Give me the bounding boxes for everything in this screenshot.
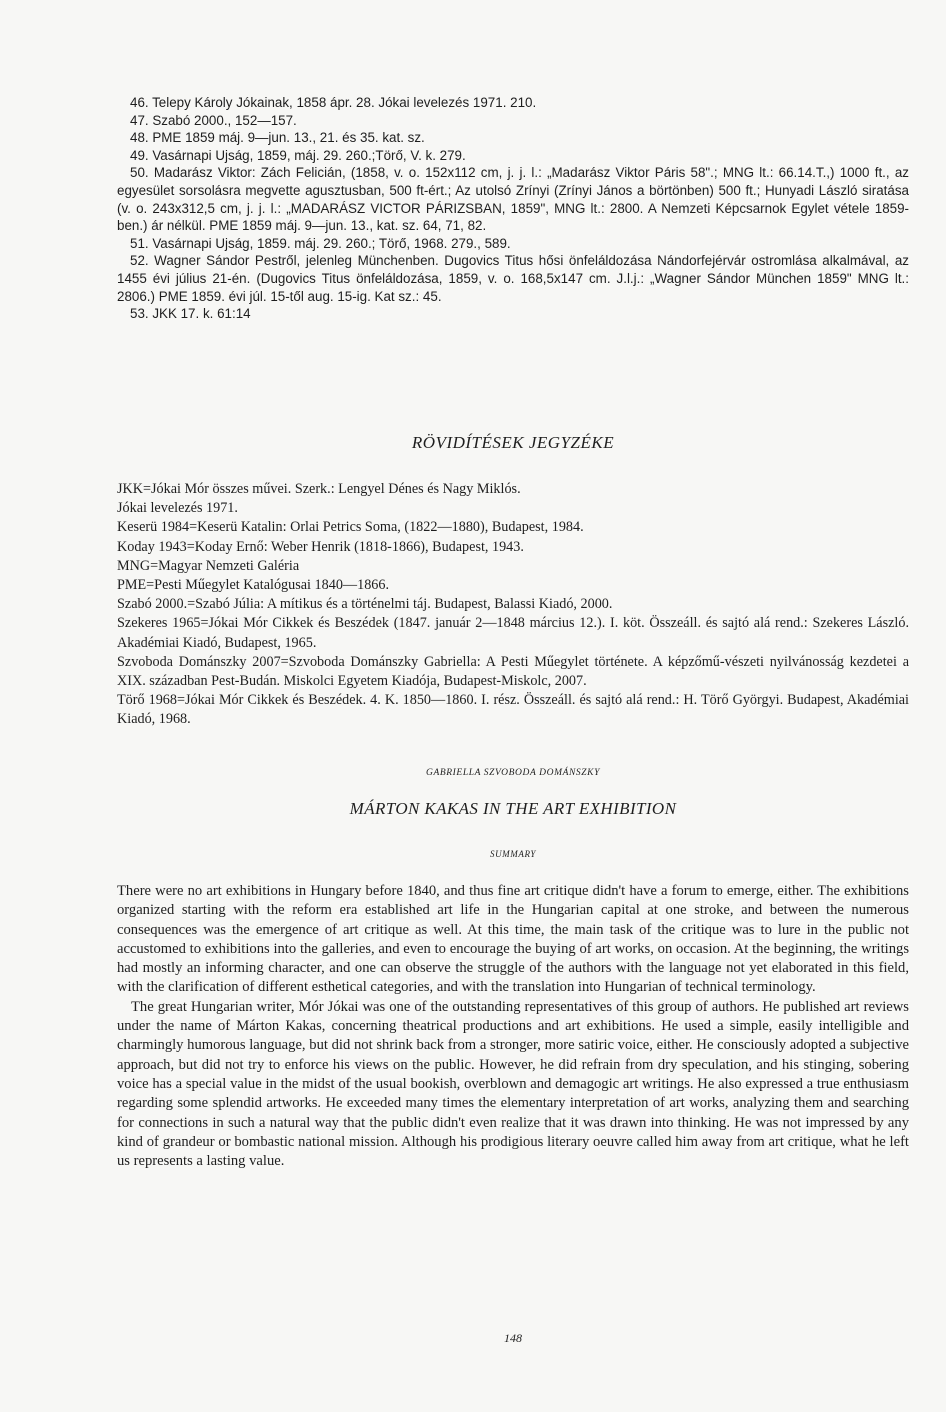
summary-body — [117, 882, 909, 1171]
endnote: 50. Madarász Viktor: Zách Felicián, (1858, v. o. 152x112 cm, j. j. l.: „Madarász Viktor Páris 58".; MNG lt.: 66.14.T.,) 1000 ft., az egyesület sorsolásra megvette agusztusban, 500 ft-ért.; Az utolsó Zrínyi (Zrínyi János a börtönben) 500 ft.; Hunyadi László siratása (v. o. 243x312,5 cm, j. j. l.: „MADARÁSZ VICTOR PÁRIZSBAN, 1859", MNG lt.: 2800. A Nemzeti Képcsarnok Egylet vétele 1859-ben.) ár nélkül. PME 1859 máj. 9—jun. 13., kat. sz. 64, 71, 82. — [117, 165, 909, 234]
endnotes — [117, 94, 909, 323]
summary-title: MÁRTON KAKAS IN THE ART EXHIBITION — [349, 799, 677, 818]
abbreviation-entry: Koday 1943=Koday Ernő: Weber Henrik (1818-1866), Budapest, 1943. — [117, 538, 524, 555]
summary-paragraph: The great Hungarian writer, Mór Jókai was one of the outstanding representatives of this group of authors. He published art reviews under the name of Márton Kakas, concerning theatrical productions and art exhibitions. He used a simple, easily intelligible and charmingly humorous language, but did not shrink back from a stronger, more satiric voice, either. He consciously adopted a subjective approach, but did not try to enforce his views on the public. However, he did refrain from dry speculation, and his stinging, sobering voice has a special value in the midst of the usual bookish, overblown and demagogic art writings. He also expressed a true enthusiasm regarding some splendid artworks. He exceeded many times the elementary interpretation of art works, analyzing them and searching for connections in such a natural way that the public didn't even realize that it was drawn into thinking. He was not impressed by any kind of grandeur or bombastic national mission. Although his prodigious literary oeuvre called him away from art critique, what he left us represents a lasting value. — [117, 998, 909, 1170]
endnote: 48. PME 1859 máj. 9—jun. 13., 21. és 35. kat. sz. — [130, 130, 425, 146]
endnote: 46. Telepy Károly Jókainak, 1858 ápr. 28. Jókai levelezés 1971. 210. — [130, 95, 537, 110]
summary-paragraph: There were no art exhibitions in Hungary before 1840, and thus fine art critique didn't have a forum to emerge, either. The exhibitions organized starting with the reform era established art life in the Hungarian capital at one stroke, and between the numerous consequences was the emergence of art critique as well. At this time, the main task of the critique was to lure in the public not accustomed to exhibitions into the galleries, and even to encourage the buying of art works, on occasion. At the beginning, the writings had mostly an informing character, and one can observe the struggle of the authors with the language not yet elaborated in this field, with the clarification of different esthetical categories, and with the translation into Hungarian of technical terminology. — [117, 883, 909, 996]
page-number: 148 — [504, 1331, 522, 1345]
abbreviation-entry: MNG=Magyar Nemzeti Galéria — [117, 557, 300, 574]
abbreviation-entry: Keserü 1984=Keserü Katalin: Orlai Petrics Soma, (1822—1880), Budapest, 1984. — [117, 519, 584, 536]
endnote: 52. Wagner Sándor Pestről, jelenleg Münchenben. Dugovics Titus hősi önfeláldozása Nándorfejérvár ostromlása alkalmával, az 1455 évi július 21-én. (Dugovics Titus önfeláldozása, 1859, v. o. 168,5x147 cm. J.l.j.: „Wagner Sándor München 1859" MNG lt.: 2806.) PME 1859. évi júl. 15-től aug. 15-ig. Kat sz.: 45. — [117, 253, 909, 304]
abbreviation-entry: Szabó 2000.=Szabó Júlia: A mítikus és a történelmi táj. Budapest, Balassi Kiadó, 2000. — [117, 596, 613, 613]
endnote: 51. Vasárnapi Ujság, 1859. máj. 29. 260.; Törő, 1968. 279., 589. — [130, 235, 511, 251]
endnote: 49. Vasárnapi Ujság, 1859, máj. 29. 260.;Törő, V. k. 279. — [130, 147, 466, 163]
abbreviation-entry: Szekeres 1965=Jókai Mór Cikkek és Beszédek (1847. január 2—1848 március 12.). I. köt. Összeáll. és sajtó alá rend.: Szekeres László. Akadémiai Kiadó, Budapest, 1965. — [117, 615, 909, 651]
abbreviation-entry: Törő 1968=Jókai Mór Cikkek és Beszédek. 4. K. 1850—1860. I. rész. Összeáll. és sajtó alá rend.: H. Törő Györgyi. Budapest, Akadémiai Kiadó, 1968. — [117, 692, 909, 728]
abbreviations-heading: RÖVIDÍTÉSEK JEGYZÉKE — [411, 433, 615, 452]
abbreviation-entry: Jókai levelezés 1971. — [117, 500, 238, 517]
abbreviation-entry: PME=Pesti Műegylet Katalógusai 1840—1866. — [117, 577, 390, 594]
endnote: 53. JKK 17. k. 61:14 — [130, 306, 251, 322]
summary-label: SUMMARY — [489, 849, 537, 859]
summary-author: GABRIELLA SZVOBODA DOMÁNSZKY — [426, 768, 600, 778]
abbreviations-list — [117, 480, 909, 730]
abbreviation-entry: Szvoboda Dománszky 2007=Szvoboda Dománszky Gabriella: A Pesti Műegylet története. A képzőmű-vészeti nyilvánosság kezdetei a XIX. században Pest-Budán. Miskolci Egyetem Kiadója, Budapest-Miskolc, 2007. — [117, 653, 909, 690]
abbreviation-entry: JKK=Jókai Mór összes művei. Szerk.: Lengyel Dénes és Nagy Miklós. — [117, 481, 521, 497]
endnote: 47. Szabó 2000., 152—157. — [130, 112, 297, 128]
